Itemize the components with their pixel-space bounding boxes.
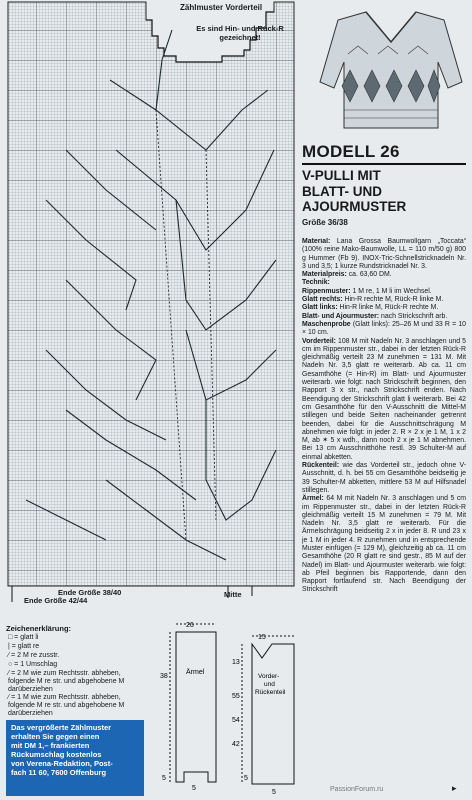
legend-item: ⁄ = 2 M re zusstr.	[8, 652, 60, 659]
dim-5: 5	[162, 775, 166, 782]
dim-5: 5	[272, 789, 276, 796]
title-rule	[302, 163, 466, 165]
note-line: erhalten Sie gegen einen	[11, 732, 100, 741]
label-ende-42-44: Ende Größe 42/44	[24, 596, 88, 605]
sleeve-label: Ärmel	[186, 669, 205, 676]
label-mitte: Mitte	[224, 590, 242, 599]
subtitle-line: AJOURMUSTER	[302, 199, 407, 214]
body-label: Vorder-	[258, 673, 280, 680]
heading: Vorderteil:	[302, 337, 336, 345]
legend-item: | = glatt re	[8, 643, 40, 650]
heading: Glatt rechts:	[302, 296, 343, 304]
paragraph: Hin-R rechte M, Rück-R linke M.	[344, 296, 444, 304]
model-subtitle	[302, 168, 467, 215]
instructions-text	[302, 238, 466, 796]
note-line: Das vergrößerte Zählmuster	[11, 723, 112, 732]
body-outline	[252, 644, 294, 784]
legend-item: ⁄ = 2 M wie zum Rechtsstr. abheben, folgende M re str. und abgehobene M darüberziehen	[8, 670, 125, 693]
label-ende-38-40: Ende Größe 38/40	[58, 588, 122, 597]
legend-title: Zeichenerklärung:	[6, 624, 72, 633]
heading: Glatt links:	[302, 304, 338, 312]
note-line: fach 11 60, 7600 Offenburg	[11, 768, 107, 777]
body-label: Rückenteil	[255, 689, 286, 696]
paragraph: Lana Grossa Baumwollgarn „Toccata“ (100% reine Mako-Baumwolle, LL = 110 m/50 g) 800 g Hummer (Fb 9). INOX-Tric-Schnellstricknadeln Nr. 3 und 3,5; 1 kurze Rundstricknadel Nr. 3.	[302, 238, 466, 270]
subtitle-line: V-PULLI MIT	[302, 168, 381, 183]
sweater-illustration	[316, 6, 466, 134]
paragraph: wie das Vorderteil str., jedoch ohne V-Ausschnitt, d. h. bei 55 cm Gesamthöhe beidseitig je 39 Schulter-M abketten, mittlere 53 M auf Hilfsnadel stillegen.	[302, 462, 466, 494]
paragraph: 64 M mit Nadeln Nr. 3 anschlagen und 5 cm im Rippenmuster str., dabei in der letzten Rück-R gleichmäßig verteilt 15 M zunehmen = 79 M. Mit Nadeln Nr. 3,5 glatt re weiterarb. Für die Ärmelschrägung beidseitig 2 x in jeder 8. R und 23 x je 1 M in jeder 4. R zunehmen und in entsprechende Muster einfügen (= 129 M), gleichzeitig ab ca. 11 cm Gesamthöhe (20 R glatt re sind gestr., 85 M auf der Nadel) im Blatt- und Ajourmuster weiterarb. wie folgt: ab Pfeil beginnen bis Rapportende, dann den Rapport fortlaufend str. Nach Beendigung der Strickschrift	[302, 495, 466, 594]
dim-5: 5	[244, 775, 248, 782]
legend-item: ○ = 1 Umschlag	[8, 661, 58, 668]
model-title: MODELL 26	[302, 142, 400, 161]
note-line: von Verena-Redaktion, Post-	[11, 759, 113, 768]
chart-note: Es sind Hin- und Rück-R gezeichnet!	[196, 24, 284, 42]
dim-5: 5	[192, 785, 196, 792]
size-label: Größe 36/38	[302, 218, 348, 227]
note-line: Rückumschlag kostenlos	[11, 750, 102, 759]
paragraph: 1 M re, 1 M li im Wechsel.	[352, 287, 432, 295]
heading: Technik:	[302, 279, 330, 287]
legend-item: ⁄ = 1 M wie zum Rechtsstr. abheben, folgende M re str. und abgehobene M darüberziehen	[8, 694, 125, 717]
heading: Ärmel:	[302, 495, 324, 503]
heading: Rippenmuster:	[302, 287, 351, 295]
heading: Materialpreis:	[302, 271, 347, 279]
pattern-schematic	[152, 618, 302, 796]
continue-arrow-icon: ▸	[452, 783, 457, 793]
dim-55: 55	[232, 693, 240, 700]
sleeve-outline	[176, 632, 216, 782]
body-label: und	[264, 681, 275, 688]
dim-26: 26	[186, 622, 194, 629]
dim-13: 13	[232, 659, 240, 666]
order-note-box	[6, 720, 144, 796]
heading: Material:	[302, 238, 331, 245]
dim-42: 42	[232, 741, 240, 748]
heading: Rückenteil:	[302, 462, 340, 470]
heading: Blatt- und Ajourmuster:	[302, 312, 380, 320]
dim-38: 38	[160, 673, 168, 680]
legend-item: □ = glatt li	[8, 634, 39, 641]
dim-54: 54	[232, 717, 240, 724]
paragraph: ca. 63,60 DM.	[348, 271, 392, 279]
paragraph: Hin-R linke M, Rück-R rechte M.	[339, 304, 439, 312]
paragraph: (Glatt links): 25–26 M und 33 R = 10 × 10 cm.	[302, 320, 466, 337]
paragraph: nach Strickschrift arb.	[381, 312, 448, 320]
subtitle-line: BLATT- UND	[302, 183, 382, 199]
note-line: mit DM 1,– frankierten	[11, 741, 90, 750]
heading: Maschenprobe	[302, 320, 351, 328]
chart-title: Zählmuster Vorderteil	[180, 3, 263, 12]
knitting-chart	[6, 0, 302, 604]
chart-grid	[6, 0, 302, 604]
paragraph: 108 M mit Nadeln Nr. 3 anschlagen und 5 cm im Rippenmuster str., dabei in der letzten Rück-R gleichmäßig verteilt 23 M zunehmen = 131 M. Mit Nadeln Nr. 3,5 glatt re weiterarb. Ab ca. 11 cm Gesamthöhe (= Hin-R) im Blatt- und Ajourmuster weiterarb. wie folgt: nach Strickschrift beginnen, den Rapport 3 x str., nach Strickschrift enden. Nach Beendigung der Strickschrift glatt li weiterarb. Bei 42 cm Gesamthöhe für den V-Ausschnitt die Mittel-M stillegen und beide Seiten nacheinander getrennt beenden, dabei für die Ausschnittschrägung M abnehmen wie folgt: in jeder 2. R × 2 x je 1 M, 1 x 2 M, ab ✶ 5 x wdh., dann noch 2 x je 1 M abnehmen. Bei 13 cm Ausschnitthöhe restl. 39 Schulter-M auf einmal abketten.	[302, 337, 466, 461]
dim-15: 15	[258, 634, 266, 641]
watermark: PassionForum.ru	[330, 786, 384, 793]
